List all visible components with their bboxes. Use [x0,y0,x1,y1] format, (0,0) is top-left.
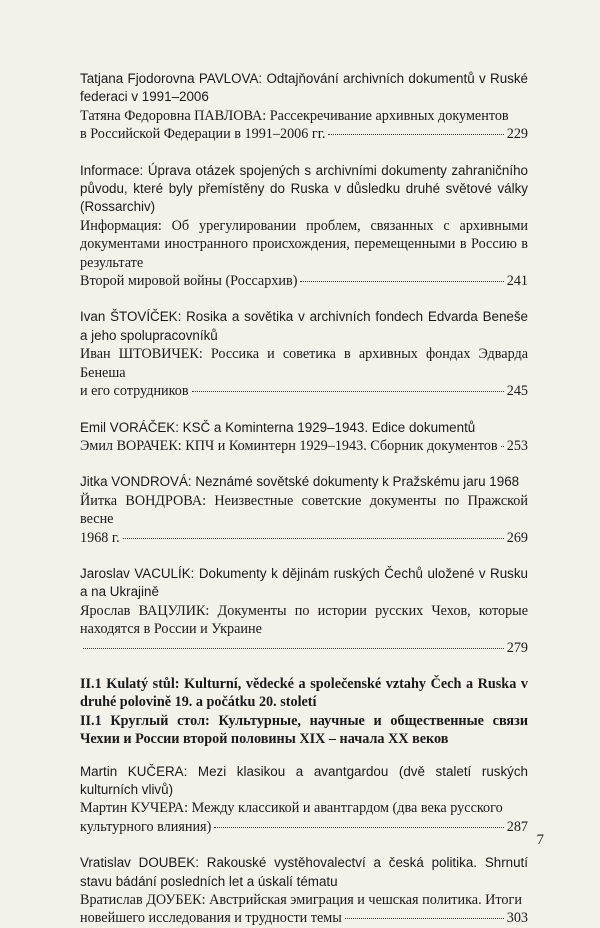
toc-block-a [80,70,528,657]
dot-leader [83,648,504,649]
dot-leader [214,827,503,828]
dot-leader [501,446,504,447]
toc-entry [80,565,528,657]
page-folio: 7 [536,832,544,848]
entry-page-number: 229 [506,126,528,143]
dot-leader [328,134,503,135]
entry-title-cs: Informace: Úprava otázek spojených s archivními dokumenty zahraničního původu, které byly přemístěny do Ruska v důsledku druhé světové války (Rossarchiv) [80,162,528,215]
entry-page-line [80,272,528,290]
section-heading [80,675,528,749]
toc-entry [80,162,528,291]
entry-page-number: 303 [506,910,528,927]
entry-title-cs: Ivan ŠTOVÍČEK: Rosika a sovětika v archivních fondech Edvarda Beneše a jeho spolupracovníků [80,309,528,343]
entry-title-ru-end: 1968 г. [80,529,120,546]
entry-title-ru-end: и его сотрудников [80,383,189,400]
entry-page-line [80,382,528,400]
entry-title-ru-end: новейшего исследования и трудности темы [80,910,342,927]
entry-title-ru: Мартин КУЧЕРА: Между классикой и авантгардом (два века русского [80,800,503,817]
toc-entry [80,70,528,144]
entry-page-line [80,125,528,143]
entry-title-ru: Иван ШТОВИЧЕК: Россика и советика в архивных фондах Эдварда Бенеша [80,346,528,381]
entry-title-ru: Ярослав ВАЦУЛИК: Документы по истории русских Чехов, которые находятся в России и Украине [80,602,528,638]
section-heading-ru: II.1 Круглый стол: Культурные, научные и общественные связи Чехии и России второй половины XIX – начала XX веков [80,712,528,748]
entry-page-number: 253 [506,437,528,454]
dot-leader [123,538,504,539]
entry-title-cs: Vratislav DOUBEK: Rakouské vystěhovalectví a česká politika. Shrnutí stavu bádání posledních let a úskalí tématu [80,855,528,889]
toc-entry [80,763,528,837]
entry-title-ru: Информация: Об урегулировании проблем, связанных с архивными документами иностранного происхождения, перемещенными в Россию в результате [80,217,528,271]
section-heading-cs: II.1 Kulatý stůl: Kulturní, vědecké a společenské vztahy Čech a Ruska v druhé polovině 19. a počátku 20. století [80,675,528,711]
toc-entry [80,854,528,928]
entry-title-cs: Jaroslav VACULÍK: Dokumenty k dějinám ruských Čechů uložené v Rusku a na Ukrajině [80,565,528,600]
toc-entry [80,308,528,400]
toc-block-b [80,763,528,928]
entry-page-number: 287 [506,818,528,835]
entry-title-ru: Вратислав ДОУБЕК: Австрийская эмиграция и чешская политика. Итоги [80,892,522,909]
dot-leader [345,918,504,919]
toc-entry [80,419,528,456]
entry-title-cs: Tatjana Fjodorovna PAVLOVA: Odtajňování archivních dokumentů v Ruské federaci v 1991–2006 [80,71,528,105]
entry-title-ru-end: в Российской Федерации в 1991–2006 гг. [80,126,326,143]
entry-title-ru-end: культурного влияния) [80,818,212,835]
entry-page-line [80,529,528,547]
entry-page-number: 269 [506,529,528,546]
entry-title-ru-end: Второй мировой войны (Россархив) [80,273,298,290]
entry-title-cs: Jitka VONDROVÁ: Neznámé sovětské dokumenty k Pražskému jaru 1968 [80,474,520,490]
entry-title-cs: Emil VORÁČEK: KSČ a Kominterna 1929–1943. Edice dokumentů [80,419,476,435]
entry-page-line [80,818,528,836]
toc-entry [80,473,528,547]
entry-page-line [80,639,528,657]
entry-page-number: 279 [506,639,528,656]
dot-leader [192,391,504,392]
entry-title-ru: Йитка ВОНДРОВА: Неизвестные советские документы по Пражской весне [80,492,528,528]
entry-page-line [80,437,528,455]
entry-page-number: 245 [506,383,528,400]
entry-title-cs: Martin KUČERA: Mezi klasikou a avantgardou (dvě staletí ruských kulturních vlivů) [80,763,528,797]
entry-title-ru-end: Эмил ВОРАЧЕК: КПЧ и Коминтерн 1929–1943. Сборник документов [80,437,498,454]
entry-page-line [80,909,528,927]
entry-title-ru: Татяна Федоровна ПАВЛОВА: Рассекречивание архивных документов [80,107,509,124]
dot-leader [300,281,503,282]
entry-page-number: 241 [506,273,528,290]
